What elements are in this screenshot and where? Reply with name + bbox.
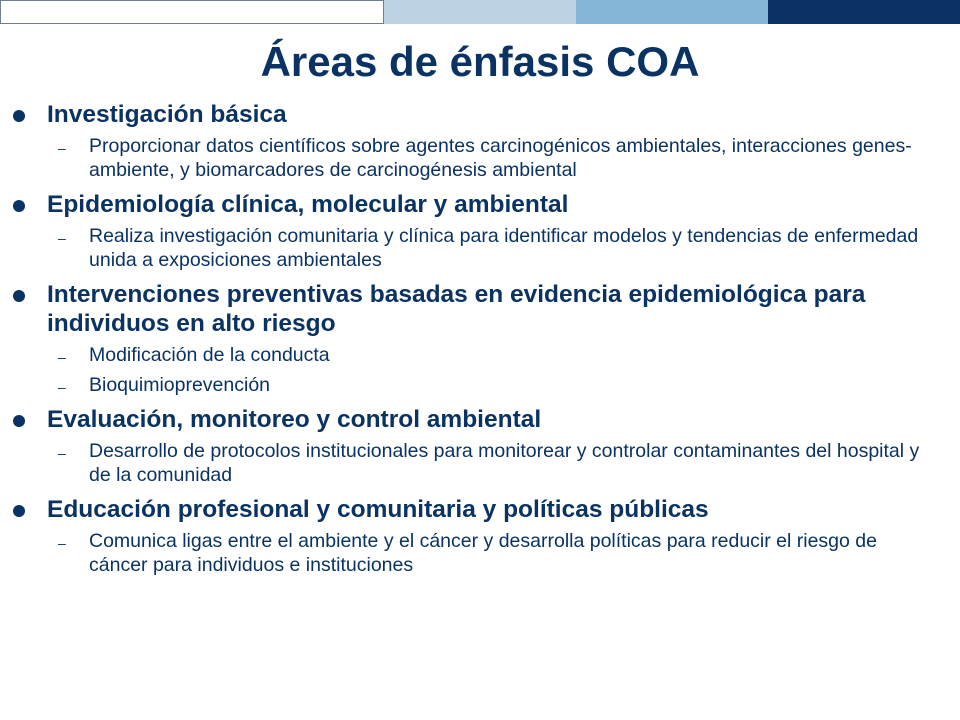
sub-item-text: Bioquimioprevención <box>89 373 271 396</box>
dash-icon: – <box>58 230 66 246</box>
dash-icon: – <box>58 535 66 551</box>
sub-item-text: Proporcionar datos científicos sobre agentes carcinogénicos ambientales, interacciones genes-ambiente, y biomarcadores de carcinogénesis ambiental <box>89 135 912 181</box>
bullet-item <box>0 100 960 182</box>
sub-list <box>0 440 960 487</box>
bullet-heading-row <box>0 405 960 434</box>
bullet-dot-icon <box>13 505 25 517</box>
bullet-heading: Epidemiología clínica, molecular y ambiental <box>47 191 569 218</box>
bullet-item <box>0 405 960 487</box>
sub-item-text: Modificación de la conducta <box>89 344 330 366</box>
sub-item <box>0 135 960 182</box>
dash-icon: – <box>58 378 66 395</box>
bullet-heading: Evaluación, monitoreo y control ambiental <box>47 406 542 433</box>
bullet-heading-row <box>0 495 960 524</box>
sub-list <box>0 135 960 182</box>
bullet-heading-row <box>0 190 960 219</box>
sub-list <box>0 530 960 577</box>
sub-item <box>0 374 960 398</box>
bullet-heading-row <box>0 280 960 338</box>
sub-item-text: Desarrollo de protocolos institucionales para monitorear y controlar contaminantes del hospital y de la comunidad <box>89 440 920 486</box>
bullet-dot-icon <box>13 200 25 212</box>
sub-item <box>0 344 960 368</box>
dash-icon: – <box>58 445 66 461</box>
band-segment-white <box>0 0 384 24</box>
slide-title: Áreas de énfasis COA <box>260 38 700 85</box>
bullet-heading: Educación profesional y comunitaria y políticas públicas <box>47 496 709 523</box>
sub-list <box>0 225 960 272</box>
sub-item-text: Realiza investigación comunitaria y clínica para identificar modelos y tendencias de enfermedad unida a exposiciones ambientales <box>89 225 919 271</box>
bullet-item <box>0 280 960 397</box>
dash-icon: – <box>58 349 66 365</box>
sub-item <box>0 225 960 272</box>
sub-list <box>0 344 960 397</box>
bullet-dot-icon <box>13 415 25 427</box>
header-color-band <box>0 0 960 24</box>
bullet-item <box>0 495 960 577</box>
dash-icon: – <box>58 140 66 156</box>
bullet-dot-icon <box>13 290 25 302</box>
sub-item-text: Comunica ligas entre el ambiente y el cáncer y desarrolla políticas para reducir el riesgo de cáncer para individuos e instituciones <box>89 530 877 576</box>
bullet-heading: Investigación básica <box>47 101 287 128</box>
sub-item <box>0 440 960 487</box>
bullet-heading-row <box>0 100 960 129</box>
slide-content <box>0 100 960 585</box>
bullet-heading: Intervenciones preventivas basadas en evidencia epidemiológica para individuos en alto riesgo <box>47 281 866 337</box>
bullet-dot-icon <box>13 110 25 122</box>
band-segment-medium-blue <box>576 0 768 24</box>
band-segment-dark-blue <box>768 0 960 24</box>
bullet-item <box>0 190 960 272</box>
band-segment-light-blue <box>384 0 576 24</box>
sub-item <box>0 530 960 577</box>
